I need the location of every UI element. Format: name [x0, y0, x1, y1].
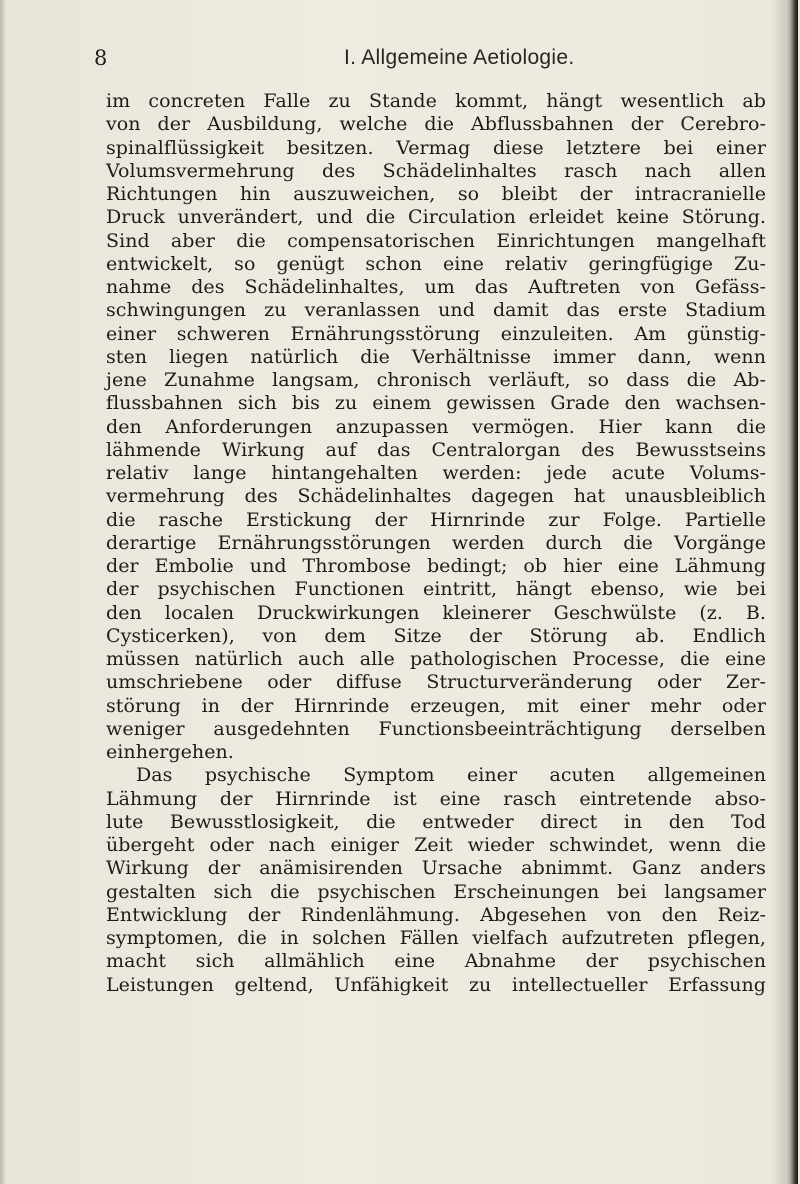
- text-line: weniger ausgedehnten Functionsbeeinträchtigung derselben: [106, 717, 766, 740]
- text-line: einer schweren Ernährungsstörung einzuleiten. Am günstig-: [106, 322, 766, 345]
- text-line: sten liegen natürlich die Verhältnisse immer dann, wenn: [106, 345, 766, 368]
- text-line: Das psychische Symptom einer acuten allgemeinen: [136, 764, 766, 787]
- text-line: der psychischen Functionen eintritt, hängt ebenso, wie bei: [106, 578, 766, 601]
- text-line: macht sich allmählich eine Abnahme der psychischen: [106, 950, 766, 973]
- text-line: den Anforderungen anzupassen vermögen. Hier kann die: [106, 415, 766, 438]
- running-head: I. Allgemeine Aetiologie.: [344, 46, 575, 69]
- text-line: lähmende Wirkung auf das Centralorgan des Bewusstseins: [106, 438, 766, 461]
- text-line: derartige Ernährungsstörungen werden durch die Vorgänge: [106, 531, 766, 554]
- page-header: [94, 46, 774, 78]
- text-line: entwickelt, so genügt schon eine relativ geringfügige Zu-: [106, 252, 766, 275]
- body-text: [106, 90, 766, 997]
- text-line: flussbahnen sich bis zu einem gewissen Grade den wachsen-: [106, 392, 766, 415]
- page-left-edge: [0, 0, 6, 1184]
- text-line: Leistungen geltend, Unfähigkeit zu intellectueller Erfassung: [106, 973, 766, 996]
- text-line: symptomen, die in solchen Fällen vielfach aufzutreten pflegen,: [106, 927, 766, 949]
- text-line: müssen natürlich auch alle pathologischen Processe, die eine: [106, 648, 766, 670]
- text-line: lute Bewusstlosigkeit, die entweder direct in den Tod: [106, 810, 766, 833]
- text-line: Sind aber die compensatorischen Einrichtungen mangelhaft: [106, 229, 766, 252]
- text-line: relativ lange hintangehalten werden: jede acute Volums-: [106, 462, 766, 484]
- page-gutter-shadow: [770, 0, 786, 1184]
- text-line: gestalten sich die psychischen Erscheinungen bei langsamer: [106, 880, 766, 903]
- book-spine: [786, 0, 798, 1184]
- text-line: umschriebene oder diffuse Structurveränderung oder Zer-: [106, 671, 766, 694]
- text-line: jene Zunahme langsam, chronisch verläuft, so dass die Ab-: [106, 369, 766, 391]
- text-line: vermehrung des Schädelinhaltes dagegen hat unausbleiblich: [106, 485, 766, 508]
- text-line: im concreten Falle zu Stande kommt, hängt wesentlich ab: [106, 90, 766, 112]
- text-line: von der Ausbildung, welche die Abflussbahnen der Cerebro-: [106, 113, 766, 136]
- text-line: einhergehen.: [106, 741, 234, 763]
- text-line: Wirkung der anämisirenden Ursache abnimmt. Ganz anders: [106, 857, 766, 880]
- text-line: nahme des Schädelinhaltes, um das Auftreten von Gefäss-: [106, 276, 766, 298]
- text-line: die rasche Erstickung der Hirnrinde zur Folge. Partielle: [106, 508, 766, 531]
- text-line: Lähmung der Hirnrinde ist eine rasch eintretende abso-: [106, 787, 766, 810]
- text-line: Druck unverändert, und die Circulation erleidet keine Störung.: [106, 206, 766, 229]
- text-line: Cysticerken), von dem Sitze der Störung ab. Endlich: [106, 624, 766, 647]
- text-line: Richtungen hin auszuweichen, so bleibt der intracranielle: [106, 183, 766, 205]
- text-line: spinalflüssigkeit besitzen. Vermag diese letztere bei einer: [106, 136, 766, 159]
- text-line: der Embolie und Thrombose bedingt; ob hier eine Lähmung: [106, 555, 766, 577]
- text-line: schwingungen zu veranlassen und damit das erste Stadium: [106, 299, 766, 322]
- text-line: den localen Druckwirkungen kleinerer Geschwülste (z. B.: [106, 601, 766, 624]
- text-line: übergeht oder nach einiger Zeit wieder schwindet, wenn die: [106, 834, 766, 856]
- text-line: Entwicklung der Rindenlähmung. Abgesehen von den Reiz-: [106, 903, 766, 926]
- text-line: störung in der Hirnrinde erzeugen, mit einer mehr oder: [106, 694, 766, 717]
- page-number: 8: [94, 46, 108, 70]
- text-line: Volumsvermehrung des Schädelinhaltes rasch nach allen: [106, 159, 766, 182]
